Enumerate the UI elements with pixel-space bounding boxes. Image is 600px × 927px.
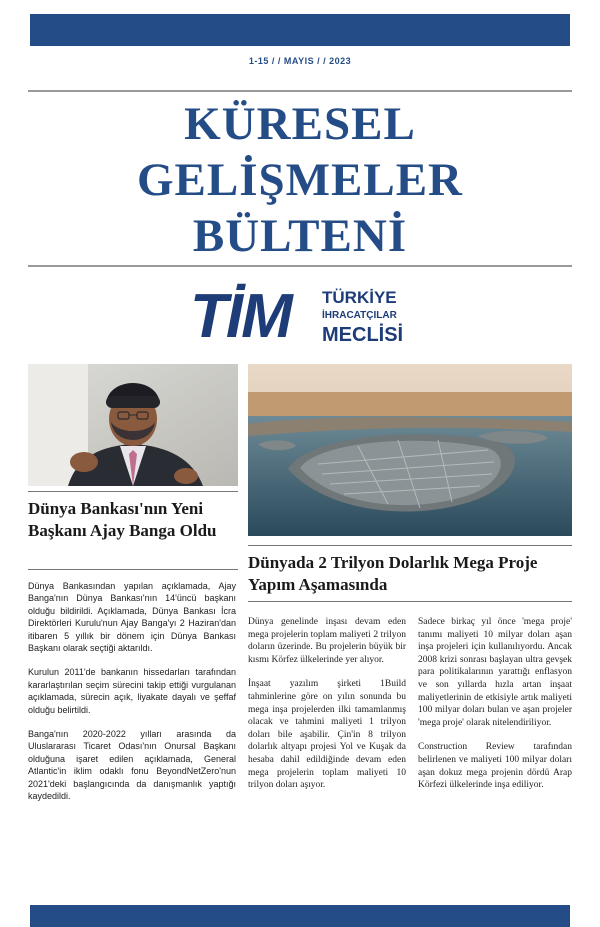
header-bar	[30, 14, 570, 46]
title-line-3: BÜLTENİ	[192, 210, 408, 262]
tim-logo	[190, 284, 420, 354]
title-line-1: KÜRESEL	[184, 98, 416, 150]
logo-wordmark	[322, 287, 403, 347]
right-col1-paragraph-1: Dünya genelinde inşası devam eden mega projelerin toplam maliyeti 2 trilyon doların üzerinde. Bu projelerin büyük bir kısmı Körfez ülkelerinde yer alıyor.	[248, 617, 406, 665]
mega-project-photo	[248, 364, 572, 536]
right-col2-paragraph-2: Construction Review tarafından belirlenen ve maliyeti 100 milyar doları aşan dokuz mega projenin dördü Arap Körfezi ülkelerinde inşa ediliyor.	[418, 742, 572, 791]
left-paragraph-2: Kurulun 2011'de bankanın hissedarları tarafından kararlaştırılan seçim sürecini takip ettiği vurgulanan açıklamada, sürecin açık, liyakate dayalı ve şeffaf olduğu belirtildi.	[28, 667, 236, 715]
ajay-banga-photo	[28, 364, 238, 486]
left-article-body	[28, 580, 236, 815]
right-article-column-2	[418, 616, 572, 804]
right-headline-underline	[248, 601, 572, 602]
logo-line-2: İHRACATÇILAR	[322, 310, 397, 321]
left-headline-underline	[28, 569, 238, 570]
right-col2-paragraph-1: Sadece birkaç yıl önce 'mega proje' tanımı maliyeti 10 milyar doları aşan inşa projeleri için kullanılıyordu. Ancak 2008 krizi sonrası başlayan ultra gevşek para politikalarının yarattığı enflasyon ve son yıllarda hızla artan inşaat maliyetlerinin de etkisiyle artık maliyeti 100 milyar doları bulan ve aşan projeler 'mega proje' olarak nitelendiriliyor.	[418, 617, 572, 728]
logo-mark: TİM	[190, 282, 291, 351]
issue-date: 1-15 / / MAYIS / / 2023	[248, 56, 352, 66]
bulletin-title	[0, 96, 600, 264]
footer-bar	[30, 905, 570, 927]
divider-bottom	[28, 265, 572, 267]
title-line-2: GELİŞMELER	[136, 154, 464, 206]
right-article-headline: Dünyada 2 Trilyon Dolarlık Mega Proje Yapım Aşamasında	[248, 553, 538, 594]
divider-top	[28, 90, 572, 92]
left-paragraph-3: Banga'nın 2020-2022 yılları arasında da Uluslararası Ticaret Odası'nın Onursal Başkanı olduğuna işaret edilen açıklamada, General Atlantic'in iklim odaklı fonu BeyondNetZero'nun 2021'deki başlangıcında da danışmanlık yaptığı kaydedildi.	[28, 729, 236, 802]
logo-line-3: MECLİSİ	[322, 324, 404, 346]
left-article-headline: Dünya Bankası'nın Yeni Başkanı Ajay Banga Oldu	[28, 499, 217, 540]
logo-line-1: TÜRKİYE	[322, 288, 397, 307]
left-paragraph-1: Dünya Bankasından yapılan açıklamada, Ajay Banga'nın Dünya Bankası'nın 14'üncü başkanı olduğu bildirildi. Açıklamada, Dünya Bankası İcra Direktörleri Kurulu'nun Ajay Banga'yı 2 Haziran'dan itibaren 5 yıllık bir dönem için Dünya Bankası Başkanı olarak seçtiği aktarıldı.	[28, 581, 236, 654]
left-headline-rule	[28, 491, 238, 492]
right-col1-paragraph-2: İnşaat yazılım şirketi 1Build tahminlerine göre on yılın sonunda bu mega inşa projelerden ilki tamamlanmış olacak ve tahmini maliyeti 1 trilyon doları bile aşabilir. Çin'in 8 trilyon dolarlık altyapı projesi Yol ve Kuşak da hesaba dahil edildiğinde devam eden mega projelerin toplam maliyeti 10 trilyon doları aşıyor.	[248, 679, 406, 791]
right-headline-rule	[248, 545, 572, 546]
right-article-column-1	[248, 616, 406, 804]
